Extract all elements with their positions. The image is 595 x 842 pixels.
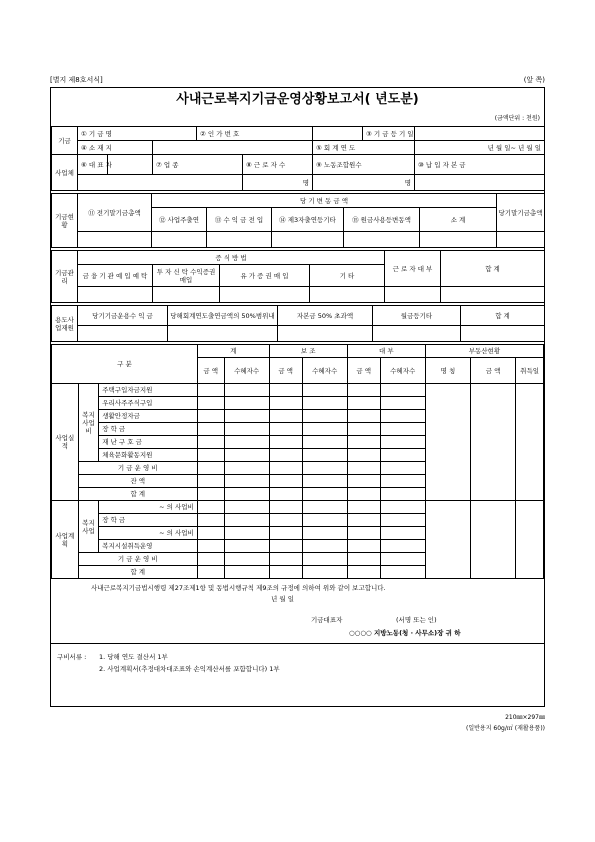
mgmt-section-label: 기금관리: [52, 251, 78, 303]
support-col-label: 보 조: [269, 345, 347, 358]
projects-table: [51, 344, 544, 579]
usage-income-value[interactable]: [78, 326, 168, 342]
workers-unit[interactable]: 명: [243, 175, 313, 191]
securities-value[interactable]: [220, 287, 310, 303]
fund-section-label: 기금: [52, 127, 78, 155]
form-number: [별지 제8호서식]: [50, 76, 103, 84]
sign-label[interactable]: (서명 또는 인): [396, 616, 437, 624]
use-value[interactable]: [344, 232, 420, 248]
plan-item: 장 학 금: [99, 514, 198, 527]
rep-signature-label: 기금대표자: [311, 616, 343, 624]
rep-value[interactable]: [108, 155, 153, 175]
paper-type: (일반용지 60g/㎡ (재활용품)): [465, 725, 545, 732]
plan-item: ~ 의 사업비: [99, 501, 198, 514]
fund-name-label: ① 기 금 명: [78, 127, 197, 141]
method-label: 증 식 방 법: [78, 251, 385, 265]
usage-income-label: 당기기금운용수 익 금: [78, 306, 168, 326]
fund-status-table: [51, 193, 545, 248]
business-section-label: 사업체: [52, 155, 78, 191]
perf-item: 체육문화활동지원: [99, 449, 198, 462]
perf-item: 주택구입자금지원: [99, 384, 198, 397]
carry-value[interactable]: [373, 326, 461, 342]
fund-mgmt-table: [51, 250, 545, 303]
plan-item: ~ 의 사업비: [99, 527, 198, 540]
income-value[interactable]: [207, 232, 272, 248]
re-name-label: 명 칭: [425, 358, 470, 384]
attachment-2: 2. 사업계획서(추정대차대조표와 손익계산서를 포함합니다) 1부: [99, 665, 280, 673]
support-benef-label: 수혜자수: [302, 358, 347, 384]
perf-sum: 합 계: [78, 488, 197, 501]
reg-date-label: ③ 기 금 등 기 일: [363, 127, 415, 141]
unit-note: (금액단위 : 천원): [494, 115, 540, 122]
contrib-label: ⑫ 사업주출연: [152, 208, 207, 232]
rep-label: ⑥ 대 표 자: [78, 155, 108, 175]
welfare-group-label: 복지사업비: [78, 384, 99, 462]
fiscal-year-label: ⑤ 회 계 연 도: [313, 141, 415, 155]
carry-label: 월금등기타: [373, 306, 461, 326]
use-label: ⑮ 원금사용등변동액: [344, 208, 420, 232]
industry-label: ⑦ 업 종: [153, 155, 243, 175]
attachments-label: 구비서류 :: [57, 653, 87, 661]
fiscal-range[interactable]: 년 월 일~ 년 월 일: [415, 141, 545, 155]
attachments-block: [51, 643, 544, 678]
total-benef-label: 수혜자수: [224, 358, 269, 384]
re-amount-label: 금 액: [471, 358, 516, 384]
other-value[interactable]: [310, 287, 385, 303]
report-form: [50, 87, 545, 707]
plan-group-label: 복지사업: [78, 501, 99, 553]
income-label: ⑬ 수 익 금 전 입: [207, 208, 272, 232]
support-amount-label: 금 액: [269, 358, 302, 384]
loan-benef-label: 수혜자수: [380, 358, 425, 384]
declaration-block: [51, 579, 544, 643]
perf-section-label: 사업실적: [52, 384, 79, 501]
total-amount-label: 금 액: [197, 358, 224, 384]
trust-value[interactable]: [153, 287, 220, 303]
other-label: 기 타: [310, 265, 385, 287]
fiscal-contrib-value[interactable]: [168, 326, 278, 342]
status-section-label: 기금현황: [52, 194, 78, 248]
plan-fund-op: 기 금 운 영 비: [78, 553, 197, 566]
capital-label: ⑩ 납 입 자 본 금: [415, 155, 545, 175]
perf-item: 재 난 구 호 금: [99, 436, 198, 449]
usage-section-label: 용도사업재원: [52, 306, 78, 342]
perf-balance: 잔 액: [78, 475, 197, 488]
mgmt-sum-value[interactable]: [441, 287, 545, 303]
third-party-label: ⑭ 제3자출연등기타: [272, 208, 344, 232]
trust-label: 투 자 신 탁 수익증권매입: [153, 265, 220, 287]
perf-item: 우리사주주식구입: [99, 397, 198, 410]
perf-fund-op: 기 금 운 영 비: [78, 462, 197, 475]
end-total-value[interactable]: [497, 232, 545, 248]
prev-total-label: ⑪ 전기말기금총액: [78, 194, 152, 232]
total-col-label: 계: [197, 345, 269, 358]
prev-total-value[interactable]: [78, 232, 152, 248]
subtotal-value[interactable]: [420, 232, 497, 248]
reg-date-value[interactable]: [415, 127, 545, 141]
usage-sum-label: 합 계: [461, 306, 545, 326]
paper-size: 210㎜×297㎜: [505, 714, 545, 721]
usage-sum-value[interactable]: [461, 326, 545, 342]
contrib-value[interactable]: [152, 232, 207, 248]
finance-value[interactable]: [78, 287, 153, 303]
union-label: ⑨ 노동조합원수: [313, 155, 415, 175]
change-label: 당 기 변 동 금 액: [152, 194, 497, 208]
securities-label: 유 가 증 권 매 입: [220, 265, 310, 287]
loan-value[interactable]: [385, 287, 441, 303]
subtotal-label: 소 계: [420, 208, 497, 232]
category-label: 구 분: [52, 345, 198, 384]
worker-loan-label: 근 로 자 대 부: [385, 251, 441, 287]
perf-item: 생활안정자금: [99, 410, 198, 423]
finance-label: 금 융 기 관 예 입 예 탁: [78, 265, 153, 287]
capital-value[interactable]: [415, 175, 545, 191]
plan-item: 복지시설취득운영: [99, 540, 198, 553]
form-title: 사내근로복지기금운영상황보고서( 년도분): [176, 92, 419, 107]
location-label: ④ 소 재 지: [78, 141, 153, 155]
perf-item: 장 학 금: [99, 423, 198, 436]
location-value[interactable]: [153, 141, 313, 155]
declaration-date[interactable]: 년 월 일: [271, 595, 294, 603]
page-side: (앞 쪽): [523, 76, 545, 84]
declaration-text: 사내근로복지기금법시행령 제27조제1항 및 동법시행규칙 제9조의 규정에 의하여 위와 같이 보고합니다.: [91, 584, 386, 592]
mgmt-sum-label: 합 계: [441, 251, 545, 287]
plan-sum: 합 계: [78, 566, 197, 579]
loan-amount-label: 금 액: [347, 358, 380, 384]
capital-excess-value[interactable]: [278, 326, 373, 342]
loan-col-label: 대 부: [347, 345, 425, 358]
third-value[interactable]: [272, 232, 344, 248]
approval-no-label: ② 인 가 번 호: [197, 127, 313, 141]
workers-label: ⑧ 근 로 자 수: [243, 155, 313, 175]
re-acq-label: 취득일: [516, 358, 544, 384]
capital-excess-label: 자본금 50% 초과액: [278, 306, 373, 326]
plan-section-label: 사업계획: [52, 501, 79, 579]
end-total-label: 당기말기금총액: [497, 194, 545, 232]
fiscal-contrib-label: 당해회계연도출연금액의 50%범위내: [168, 306, 278, 326]
attachment-1: 1. 당해 연도 결산서 1부: [99, 653, 168, 661]
fund-business-table: [51, 126, 545, 191]
recipient: ○○○○ 지방노동(청 · 사무소)장 귀 하: [349, 629, 461, 637]
realestate-col-label: 부동산현황: [425, 345, 543, 358]
usage-table: [51, 305, 545, 342]
union-unit[interactable]: 명: [313, 175, 415, 191]
